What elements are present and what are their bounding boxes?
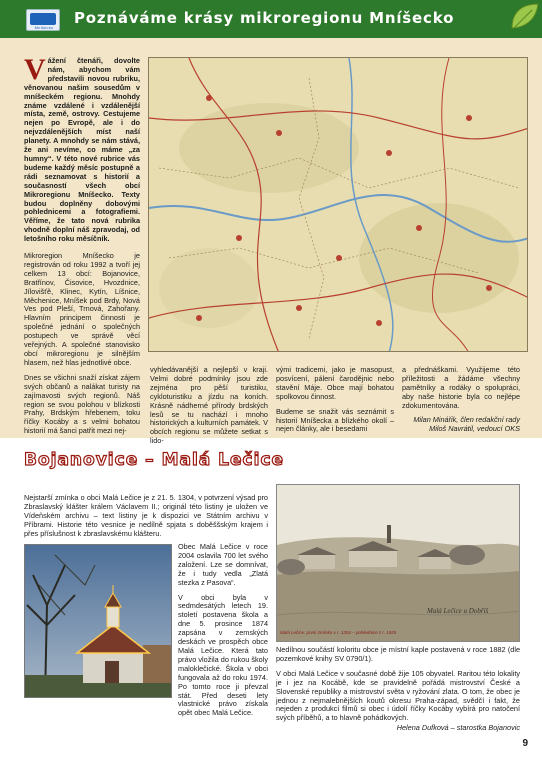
photo-caption: Malá Lečice: první zmínka v r. 1304 – pohlednice z r. 1925 [280,630,397,635]
text-column-2 [150,366,268,452]
history-column [178,543,268,724]
paragraph: vyhledávanější a nejlepší v kraji. Velmi dobré podmínky jsou zde zejména pro pěší turistiku, cykloturistiku a jízdu na koních. Krásně nádherné přírody brdských lesů se tu nachází i mnoho historických a kulturních památek. V obcích regionu se můžete setkat s lido- [150,365,268,446]
signature-line: Miloš Navrátil, vedoucí OKS [429,423,520,433]
paragraph: Budeme se snažit vás seznámit s historií Mníšecka a blízkého okolí – nejen články, ale i besedami [276,406,394,434]
historical-postcard [276,484,520,642]
drop-cap: V [24,53,46,86]
paragraph: Nejstarší zmínka o obci Malá Lečice je z 21. 5. 1304, v potvrzení výsad pro Zbraslavský klášter králem Václavem II.; originál této listiny je uložen ve Vídeňském archivu – text listiny je k dispozici ve Státním archivu v Příbrami. Historie této vesnice je nedílně spjata s doběššským krajem i přes příslušnost k zbraslavskému klášteru. [24,493,268,538]
paragraph: Mikroregion Mníšecko je registrován od roku 1992 a tvoří jej celkem 13 obcí: Bojanovice, Bratřínov, Čisovice, Hvozdnice, Jílovišťě, Klinec, Kytín, Líšnice, Měchenice, Mníšek pod Brdy, Nová Ves pod Pleší, Trnová, Zahořany. Hlavním principem činnosti je společné jednání o společných postupech ve správě věcí veřejných. A společné stanovisko obcí mikroregionu je silnějším hlasem, než hlas jednotlivé obce. [24,251,140,367]
chapel-image [25,545,172,698]
paragraph: vými tradicemi, jako je masopust, posvícení, pálení čarodějnic nebo stavění Máje. Obce mají bohatou spolkovou činnost. [276,365,394,401]
paragraph: a přednáškami. Využijeme této příležitosti a žádáme všechny pamětníky a rodáky o spolupráci, aby naše historie byla co nejlépe zdokumentována. [402,365,520,410]
logo-wave-icon [30,13,56,25]
text-column-1 [24,252,140,442]
signature-line: Milan Minářik, člen redakční rady [413,415,520,424]
signature-block [402,416,520,434]
header-title: Poznáváme krásy mikroregionu Mníšecko [74,9,455,27]
historical-map [148,57,528,352]
leaf-icon [508,2,540,34]
text-column-4 [402,366,520,417]
postcard-handwriting: Malá Lečice u Dobříš [427,607,489,615]
page-number: 9 [522,738,528,749]
mikroregion-logo [26,9,60,31]
signature: Helena Dufková – starostka Bojanovic [396,723,520,732]
paragraph: Obec Malá Lečice v roce 2004 oslavila 700 let svého založení. Lze se domnívat, že i tudy vedla „Zlatá stezka z Pasova“. [178,542,268,587]
history-column-right [276,646,520,729]
paragraph: Nedílnou součástí koloritu obce je místní kaple postavená v roce 1882 (dle pozemkové knihy SV 0790/1). [276,645,520,663]
map-drawing [149,58,528,352]
logo-text: Mníšecko [34,25,54,30]
text-column-3 [276,366,394,440]
intro-text: ážení čtenáři, dovolte nám, abychom vám představili novou rubriku, věnovanou našim sousedům v mníšeckém regionu. Mnohdy známe vzdálené i vzdálenější místa, země, ostrovy. Cestujeme nejen po Evropě, ale i do nejvzdálenějších míst naší planety. A mnohdy se nám stává, že ani nevíme, co máme „za humny“. V této nové rubrice vás budeme každý měsíc postupně a rádi seznamovat s historií a současností všech obcí Mikroregionu Mníšecko. Texty budou doplněny dobovými pohlednicemi a fotografiemi. Věříme, že tato nová rubrika vhodně doplní náš zpravodaj, od letošního roku měsíčník. [24,56,140,244]
intro-paragraph [24,53,140,244]
history-paragraph [24,494,268,545]
paragraph: Dnes se všichni snaží získat zájem svých občanů a nalákat turisty na zajímavosti svých regionů. Náš region se svou polohou v blízkosti Prahy, Brdským hřebenem, toku říčky Kocáby a s velmi bohatou historií má šanci patřit mezi nej- [24,372,140,436]
postcard-image [277,485,520,642]
chapel-photo [24,544,172,698]
paragraph: V obci byla v sedmdesátých letech 19. století postavena škola a dne 5. prosince 1874 zapsána v zemských deskách ve prospěch obce Malá Lečice. Která tato právo vložila do rukou školy maloklečické. Škola v obci fungovala až do roku 1974. Po tomto roce ji převzal stát. Před deseti lety vlastnické právo získala opět obec Malá Lečice. [178,592,268,718]
section-title: Bojanovice – Malá Lečice [24,450,285,470]
paragraph: V obci Malá Lečice v současné době žije 105 obyvatel. Raritou této lokality je i jez na Kocábě, kde se pravidelně pořádá mistrovství České a Slovenské republiky a mistrovství světa v ryžování zlata. O tom, že obec je jednou z nejmalebnějších koutů okresu Praha-západ, svědčí i fakt, že nejeden z produkcí filmů si obec i údolí říčky Kocáby vybírá pro natočení svých příběhů, a to hlavně pohádkových. [276,668,520,723]
